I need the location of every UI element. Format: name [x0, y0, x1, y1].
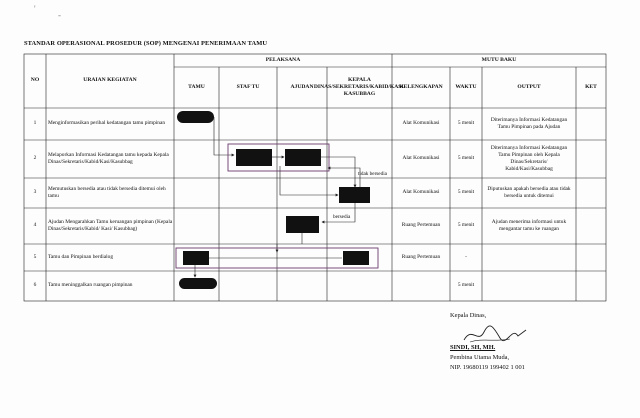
- flow-label-bersedia: bersedia: [333, 214, 351, 220]
- row-2-waktu: 5 menit: [457, 155, 475, 162]
- row-3-output: Diputuskan apakah bersedia atau tidak bersedia untuk ditemui: [487, 185, 571, 199]
- row-5-no: 5: [33, 253, 37, 260]
- flow-connector: [195, 258, 342, 277]
- header-ajudan: AJUDAN: [290, 83, 314, 90]
- row-4-kelengkapan: Ruang Pertemuan: [401, 222, 441, 229]
- row-2-kelengkapan: Alat Komunikasi: [402, 155, 440, 162]
- row-1-output: Diterimanya Informasi Kedatangan Tamu Pimpinan pada Ajudan: [490, 116, 568, 130]
- document-title: STANDAR OPERASIONAL PROSEDUR (SOP) MENGENAI PENERIMAAN TAMU: [24, 40, 268, 47]
- flow-dialogue-tamu: [183, 251, 209, 265]
- row-4-no: 4: [33, 222, 37, 229]
- header-kelengkapan: KELENGKAPAN: [399, 83, 443, 90]
- row-5-uraian: Tamu dan Pimpinan berdialog: [48, 253, 114, 260]
- row-3-kelengkapan: Alat Komunikasi: [402, 189, 440, 196]
- row-1-uraian: Menginformasikan perihal kedatangan tamu pimpinan: [48, 120, 166, 127]
- flow-end-terminator: [179, 278, 217, 289]
- scan-mark: ': [34, 4, 36, 14]
- header-tamu: TAMU: [188, 83, 205, 90]
- header-staf-tu: STAF TU: [236, 83, 260, 90]
- row-5-waktu: -: [465, 253, 467, 260]
- header-mutu-baku: MUTU BAKU: [481, 56, 517, 63]
- header-uraian: URAIAN KEGIATAN: [83, 77, 137, 84]
- signature-rank: Pembina Utama Muda,: [450, 354, 510, 361]
- flow-start-terminator: [177, 111, 214, 123]
- row-1-kelengkapan: Alat Komunikasi: [402, 120, 440, 127]
- header-waktu: WAKTU: [455, 83, 477, 90]
- header-no: NO: [30, 77, 40, 84]
- flow-process-staf-tu: [236, 149, 272, 166]
- row-6-uraian: Tamu meninggalkan ruangan pimpinan: [48, 282, 133, 289]
- header-output: OUTPUT: [517, 83, 541, 90]
- header-ket: KET: [585, 83, 597, 90]
- flow-connector: [214, 117, 234, 155]
- row-5-kelengkapan: Ruang Pertemuan: [401, 253, 441, 260]
- row-4-waktu: 5 menit: [457, 222, 475, 229]
- row-6-no: 6: [33, 282, 37, 289]
- row-2-no: 2: [33, 155, 37, 162]
- flow-connector: [277, 233, 302, 252]
- row-1-waktu: 5 menit: [457, 120, 475, 127]
- row-2-output: Diterimanya Informasi Kedatangan Tamu Pimpinan oleh Kepala Dinas/Sekretaris/ Kabid/Kasi/Kasubbag: [490, 144, 568, 173]
- signature-place: Kepala Dinas,: [450, 312, 487, 319]
- flow-dialogue-kepala: [343, 251, 369, 265]
- flow-label-tidak-bersedia: tidak bersedia: [358, 171, 387, 177]
- signature-nip: NIP. 19680119 199402 1 001: [450, 364, 525, 371]
- header-kepala: KEPALA DINAS/SEKRETARIS/KABID/KASI/ KASUBBAG: [313, 76, 406, 98]
- signature-handwriting: [460, 324, 530, 346]
- row-3-no: 3: [33, 189, 37, 196]
- row-2-uraian: Melaporkan Informasi Kedatangan tamu kepada Kepala Dinas/Sekretaris/Kabid/Kasi/Kasubbag: [48, 151, 169, 165]
- header-pelaksana: PELAKSANA: [265, 56, 301, 63]
- row-6-waktu: 5 menit: [457, 282, 475, 289]
- row-3-uraian: Memutuskan bersedia atau tidak bersedia ditemui oleh tamu: [48, 185, 166, 199]
- scan-mark: -: [58, 10, 61, 20]
- row-4-uraian: Ajudan Mengarahkan Tamu keruangan pimpinan (Kepala Dinas/Sekretaris/Kabid/ Kasi/ Kasubbag): [48, 218, 173, 232]
- row-4-output: Ajudan menerima informasi untuk mengantar tamu ke ruangan: [491, 218, 567, 232]
- signature-name: SINDI, SH, MH.: [450, 344, 496, 351]
- flow-process-ajudan-row4: [286, 216, 319, 233]
- row-3-waktu: 5 menit: [457, 189, 475, 196]
- flow-decision-kepala: [339, 187, 370, 203]
- row-1-no: 1: [33, 120, 37, 127]
- flow-process-ajudan: [285, 149, 321, 166]
